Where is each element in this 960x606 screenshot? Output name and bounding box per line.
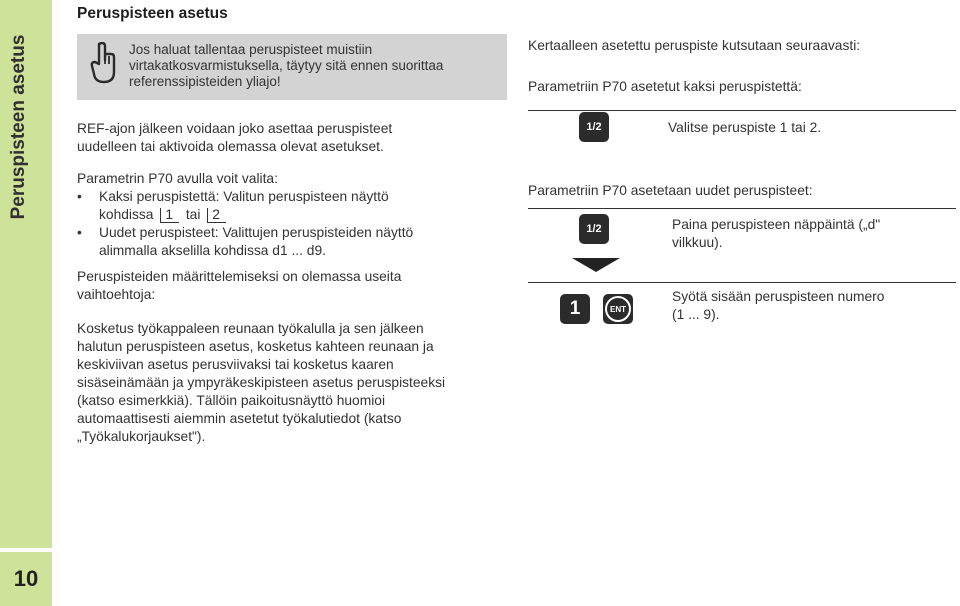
option-text: kohdissa <box>99 207 154 222</box>
number-key-1[interactable] <box>560 294 590 324</box>
para-probing <box>77 320 517 446</box>
step2-text <box>672 216 880 252</box>
para-line: keskiviivan asetus perusviivaksi tai kosketus kaaren <box>77 357 394 372</box>
hand-pointing-icon <box>89 42 119 84</box>
datum-select-key-label: 1/2 <box>586 223 602 235</box>
option-line <box>99 206 507 224</box>
right-subheading-two-datums: Parametriin P70 asetetut kaksi peruspistettä: <box>528 79 802 94</box>
step-divider <box>528 282 956 283</box>
datum-select-key[interactable] <box>579 112 609 142</box>
para-alternatives <box>77 268 507 304</box>
page-number-box <box>0 552 52 606</box>
para-line: Parametrin P70 avulla voit valita: <box>77 171 278 186</box>
step1-text: Valitse peruspiste 1 tai 2. <box>668 120 822 135</box>
para-line: vaihtoehtoja: <box>77 287 156 302</box>
para-line: Kosketus työkappaleen reunaan työkalulla ja sen jälkeen <box>77 321 424 336</box>
step-divider <box>528 208 956 209</box>
para-line: halutun peruspisteen asetus, kosketus kahteen reunaan ja <box>77 339 434 354</box>
side-tab <box>0 0 52 548</box>
para-line: REF-ajon jälkeen voidaan joko asettaa peruspisteet <box>77 121 393 136</box>
option-line: • Kaksi peruspistettä: Valitun peruspisteen näyttö <box>99 189 389 204</box>
page-heading: Peruspisteen asetus <box>77 5 228 22</box>
para-p70-options <box>77 170 507 260</box>
enter-key-label: ENT <box>605 296 631 322</box>
step3-line: (1 ... 9). <box>672 307 720 322</box>
para-line: Peruspisteiden määrittelemiseksi on olemassa useita <box>77 269 402 284</box>
step2-line: Paina peruspisteen näppäintä („d" <box>672 217 881 232</box>
option-text: tai <box>185 207 201 222</box>
right-subheading-new-datums: Parametriin P70 asetetaan uudet peruspisteet: <box>528 183 813 198</box>
right-intro: Kertaalleen asetettu peruspiste kutsutaan seuraavasti: <box>528 38 861 53</box>
step3-text <box>672 288 884 324</box>
option-new-datums <box>77 224 507 260</box>
continue-arrow <box>572 258 620 272</box>
datum-select-key[interactable] <box>579 214 609 244</box>
note-line: virtakatkosvarmistuksella, täytyy sitä ennen suorittaa <box>129 58 444 73</box>
display-1-symbol: 1 <box>160 208 179 223</box>
side-tab-title: Peruspisteen asetus <box>8 34 29 220</box>
para-line: automaattisesti aiemmin asetetut työkalutiedot (katso <box>77 411 402 426</box>
datum-select-key-label: 1/2 <box>586 121 602 133</box>
note-text <box>129 42 503 90</box>
enter-key[interactable] <box>603 294 633 324</box>
note-line: referenssipisteiden yliajo! <box>129 74 281 89</box>
number-key-1-label: 1 <box>569 298 581 319</box>
para-line: (katso esimerkkiä). Tällöin paikoitusnäyttö huomioi <box>77 393 386 408</box>
display-2-symbol: 2 <box>207 208 226 223</box>
step3-line: Syötä sisään peruspisteen numero <box>672 289 885 304</box>
para-line: sisäseinämään ja ympyräkeskipisteen asetus peruspisteeksi <box>77 375 446 390</box>
step2-line: vilkkuu). <box>672 235 723 250</box>
option-line: • Uudet peruspisteet: Valittujen peruspisteiden näyttö <box>99 225 414 240</box>
option-line: alimmalla akselilla kohdissa d1 ... d9. <box>99 243 326 258</box>
page-number: 10 <box>13 566 39 591</box>
para-ref-run <box>77 120 507 156</box>
note-box <box>77 34 507 100</box>
para-line: „Työkalukorjaukset"). <box>77 429 206 444</box>
note-line: Jos haluat tallentaa peruspisteet muistiin <box>129 42 373 57</box>
para-line: uudelleen tai aktivoida olemassa olevat asetukset. <box>77 139 384 154</box>
option-two-datums <box>77 188 507 224</box>
option-list <box>77 188 507 260</box>
